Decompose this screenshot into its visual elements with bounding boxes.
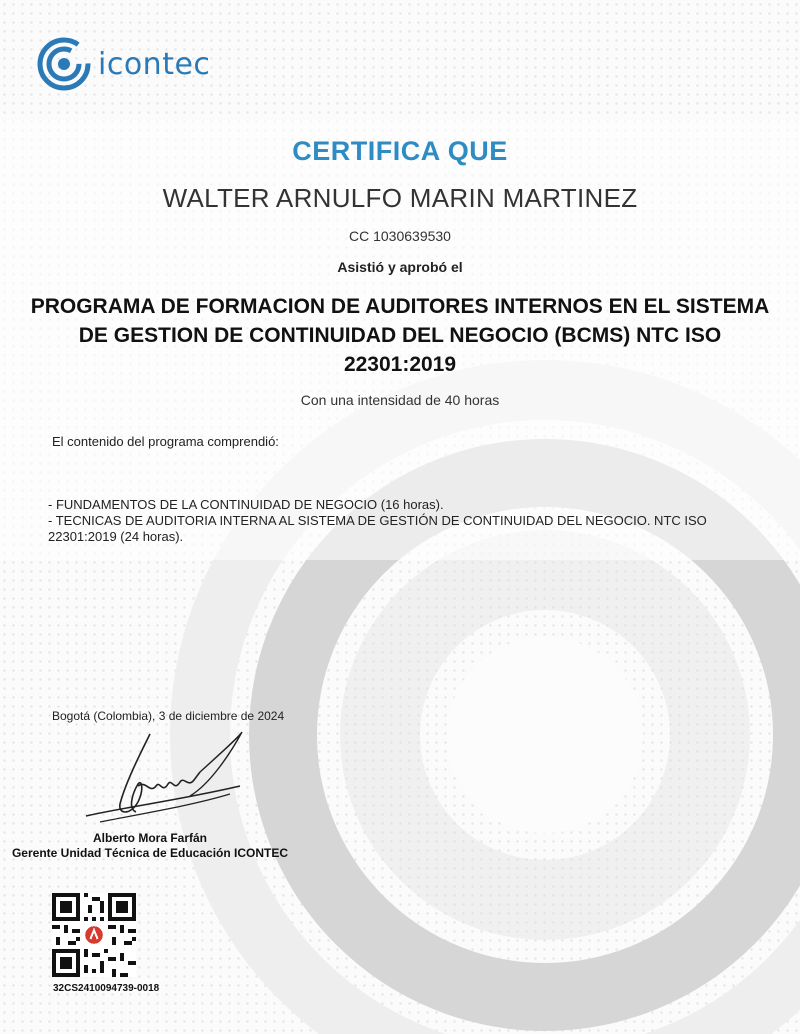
place-date: Bogotá (Colombia), 3 de diciembre de 2024 [52, 709, 285, 723]
content-item: - TECNICAS DE AUDITORIA INTERNA AL SISTEMA DE GESTIÓN DE CONTINUIDAD DEL NEGOCIO. NTC ISO 22301:2019 (24 horas). [48, 513, 707, 544]
program-title: PROGRAMA DE FORMACION DE AUDITORES INTERNOS EN EL SISTEMA DE GESTION DE CONTINUIDAD DEL NEGOCIO (BCMS) NTC ISO 22301:2019 [30, 295, 770, 376]
recipient-name: WALTER ARNULFO MARIN MARTINEZ [162, 183, 638, 213]
qr-code-icon [52, 893, 136, 977]
logo-text: icontec [98, 46, 211, 82]
intensity-text: Con una intensidad de 40 horas [300, 392, 500, 408]
certificate-heading: CERTIFICA QUE [292, 136, 508, 166]
icontec-logo [36, 36, 210, 92]
content-intro: El contenido del programa comprendió: [52, 434, 279, 449]
signer-name: Alberto Mora Farfán [92, 831, 207, 845]
content-item: - FUNDAMENTOS DE LA CONTINUIDAD DE NEGOCIO (16 horas). [48, 497, 444, 512]
verification-code: 32CS2410094739-0018 [53, 983, 160, 994]
signature-image [80, 724, 250, 834]
icontec-logo-icon [36, 36, 92, 92]
attended-text: Asistió y aprobó el [337, 259, 463, 275]
signer-role: Gerente Unidad Técnica de Educación ICONTEC [11, 846, 289, 860]
recipient-id: CC 1030639530 [349, 228, 451, 244]
content-list [48, 497, 778, 545]
